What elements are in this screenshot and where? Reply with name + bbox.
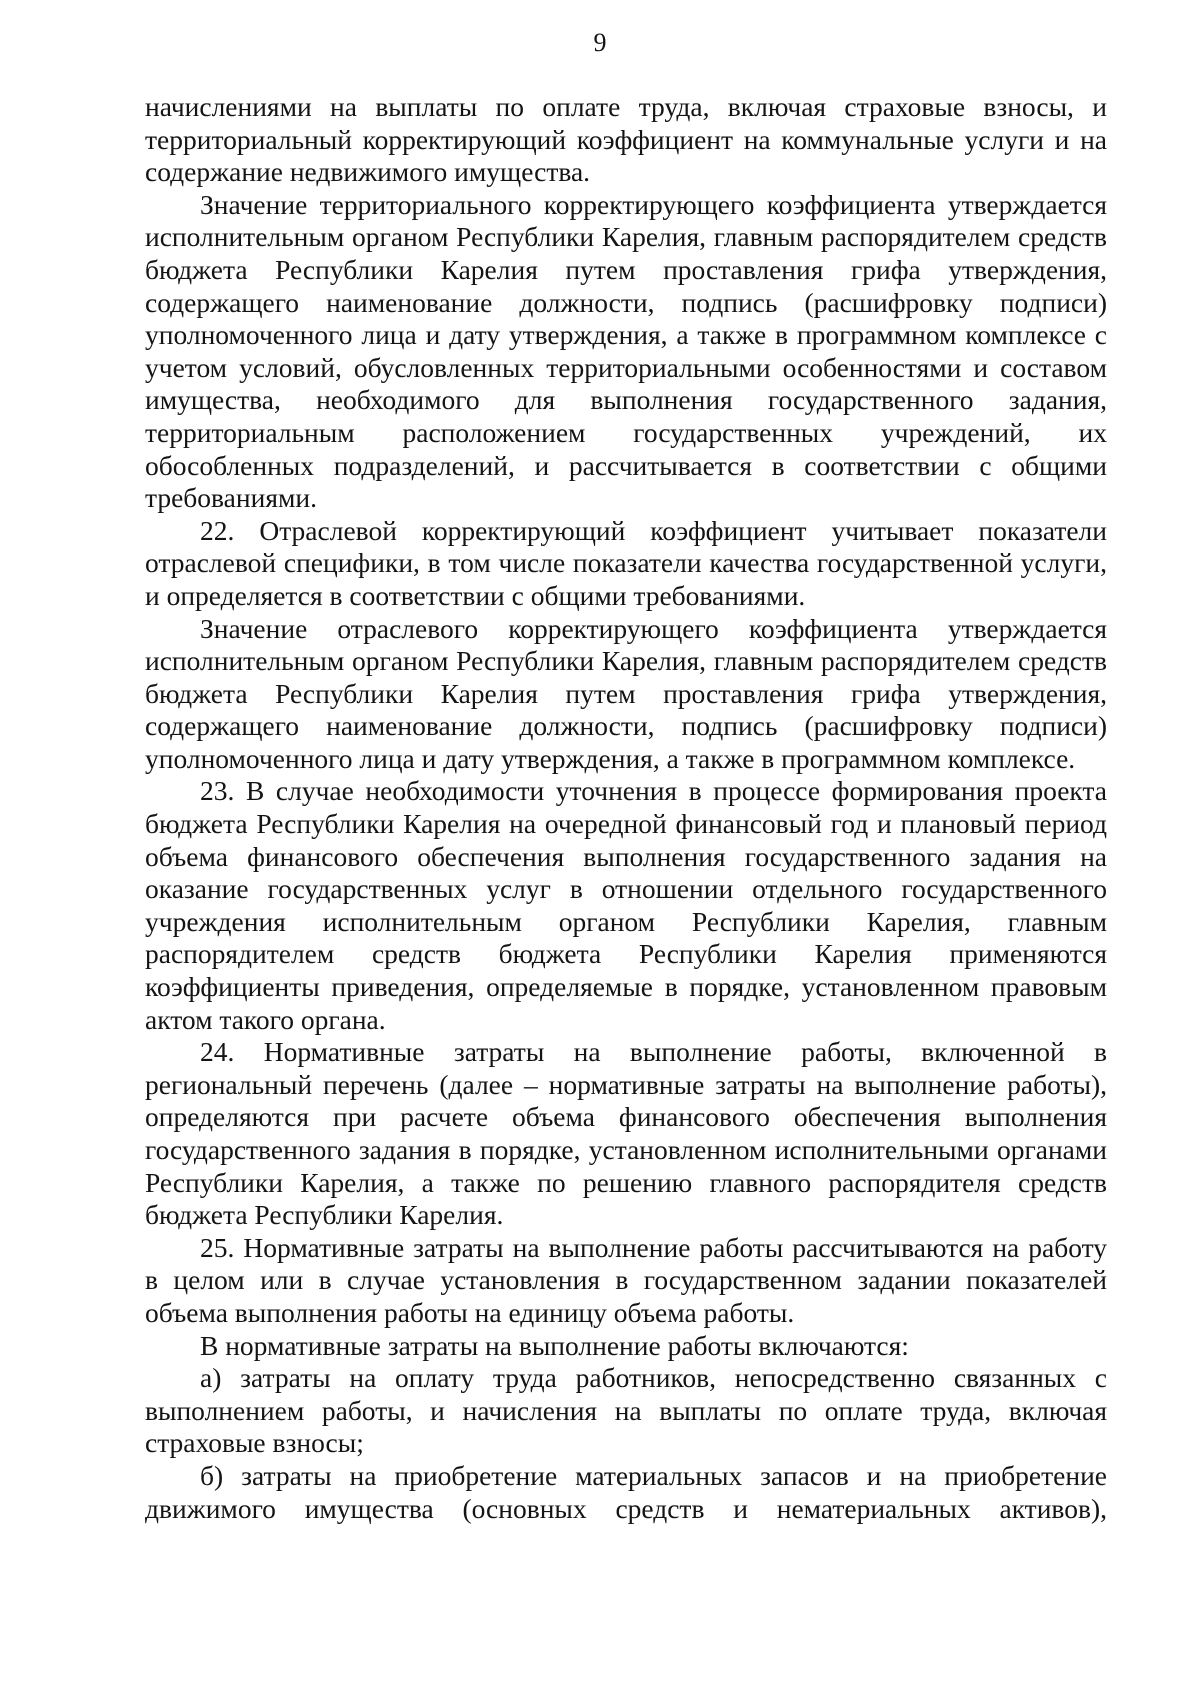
paragraph-subitem-b: б) затраты на приобретение материальных запасов и на приобретение движимого имущества (основных средств и нематериальных активов), [145,1459,1107,1524]
document-body [145,91,1107,1525]
paragraph-item-22: 22. Отраслевой корректирующий коэффициент учитывает показатели отраслевой специфики, в том числе показатели качества государственной услуги, и определяется в соответствии с общими требованиями. [145,514,1107,611]
paragraph-territorial-coefficient: Значение территориального корректирующего коэффициента утверждается исполнительным органом Республики Карелия, главным распорядителем средств бюджета Республики Карелия путем проставления грифа утверждения, содержащего наименование должности, подпись (расшифровку подписи) уполномоченного лица и дату утверждения, а также в программном комплексе с учетом условий, обусловленных территориальными особенностями и составом имущества, необходимого для выполнения государственного задания, территориальным расположением государственных учреждений, их обособленных подразделений, и рассчитывается в соответствии с общими требованиями. [145,188,1107,514]
paragraph-continuation: начислениями на выплаты по оплате труда, включая страховые взносы, и территориальный корректирующий коэффициент на коммунальные услуги и на содержание недвижимого имущества. [145,91,1107,188]
paragraph-subitem-a: а) затраты на оплату труда работников, непосредственно связанных с выполнением работы, и начисления на выплаты по оплате труда, включая страховые взносы; [145,1362,1107,1459]
paragraph-item-24: 24. Нормативные затраты на выполнение работы, включенной в региональный перечень (далее – нормативные затраты на выполнение работы), определяются при расчете объема финансового обеспечения выполнения государственного задания в порядке, установленном исполнительными органами Республики Карелия, а также по решению главного распорядителя средств бюджета Республики Карелия. [145,1036,1107,1231]
paragraph-item-23: 23. В случае необходимости уточнения в процессе формирования проекта бюджета Республики Карелия на очередной финансовый год и плановый период объема финансового обеспечения выполнения государственного задания на оказание государственных услуг в отношении отдельного государственного учреждения исполнительным органом Республики Карелия, главным распорядителем средств бюджета Республики Карелия применяются коэффициенты приведения, определяемые в порядке, установленном правовым актом такого органа. [145,775,1107,1035]
paragraph-item-25: 25. Нормативные затраты на выполнение работы рассчитываются на работу в целом или в случае установления в государственном задании показателей объема выполнения работы на единицу объема работы. [145,1231,1107,1328]
paragraph-included-costs: В нормативные затраты на выполнение работы включаются: [200,1329,909,1361]
paragraph-sectoral-coefficient: Значение отраслевого корректирующего коэффициента утверждается исполнительным органом Республики Карелия, главным распорядителем средств бюджета Республики Карелия путем проставления грифа утверждения, содержащего наименование должности, подпись (расшифровку подписи) уполномоченного лица и дату утверждения, а также в программном комплексе. [145,612,1107,774]
page-number: 9 [593,28,607,57]
